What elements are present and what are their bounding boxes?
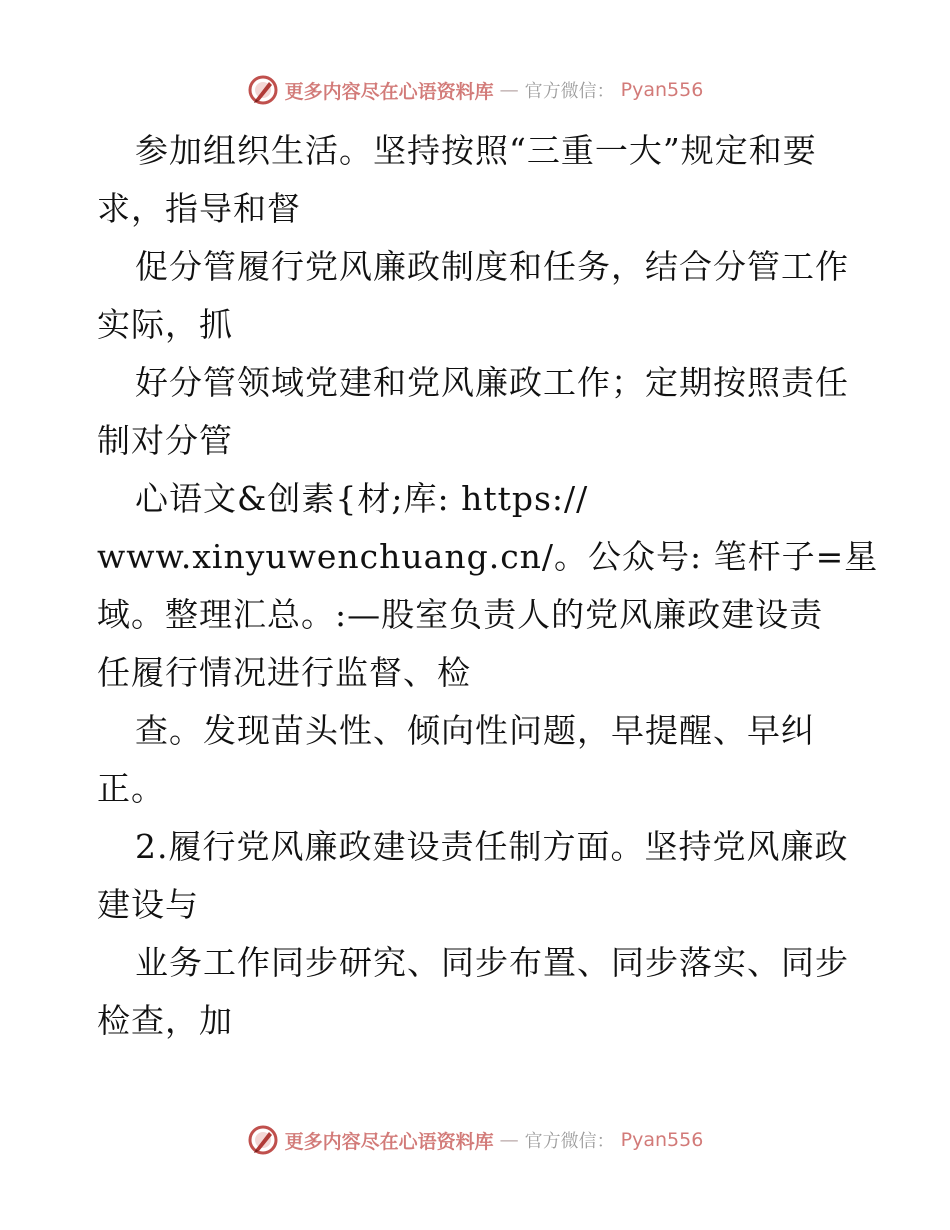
text-line: 域。整理汇总。:—股室负责人的党风廉政建设责 <box>97 595 824 634</box>
text-line: 参加组织生活。坚持按照“三重一大”规定和要 <box>135 131 817 170</box>
text-line: 业务工作同步研究、同步布置、同步落实、同步 <box>135 943 849 982</box>
text-line: 检查，加 <box>97 1001 233 1040</box>
text-line: 正。 <box>97 769 165 808</box>
text-line: 任履行情况进行监督、检 <box>97 653 471 692</box>
pen-logo-icon <box>247 74 279 106</box>
text-line: 促分管履行党风廉政制度和任务，结合分管工作 <box>135 247 849 286</box>
watermark-separator: — <box>499 79 519 101</box>
footer-watermark <box>0 1120 950 1160</box>
document-body <box>97 122 879 1050</box>
text-line: 建设与 <box>97 885 199 924</box>
text-line: 求，指导和督 <box>97 189 301 228</box>
watermark-text: 更多内容尽在心语资料库 <box>284 80 494 103</box>
text-line: www.xinyuwenchuang.cn/。公众号: 笔杆子=星 <box>97 537 879 576</box>
pen-logo-icon <box>247 1124 279 1156</box>
text-line: 好分管领域党建和党风廉政工作；定期按照责任 <box>135 363 849 402</box>
text-line: 2.履行党风廉政建设责任制方面。坚持党风廉政 <box>135 827 849 866</box>
text-line: 心语文&创素{材;库: https:// <box>135 479 589 518</box>
watermark-id: Pyan556 <box>620 1129 704 1151</box>
header-watermark <box>0 70 950 110</box>
watermark-label: 官方微信： <box>524 81 615 102</box>
text-line: 查。发现苗头性、倾向性问题，早提醒、早纠 <box>135 711 815 750</box>
text-line: 制对分管 <box>97 421 233 460</box>
watermark-id: Pyan556 <box>620 79 704 101</box>
text-line: 实际，抓 <box>97 305 233 344</box>
watermark-text: 更多内容尽在心语资料库 <box>284 1130 494 1153</box>
watermark-label: 官方微信： <box>524 1131 615 1152</box>
watermark-separator: — <box>499 1129 519 1151</box>
